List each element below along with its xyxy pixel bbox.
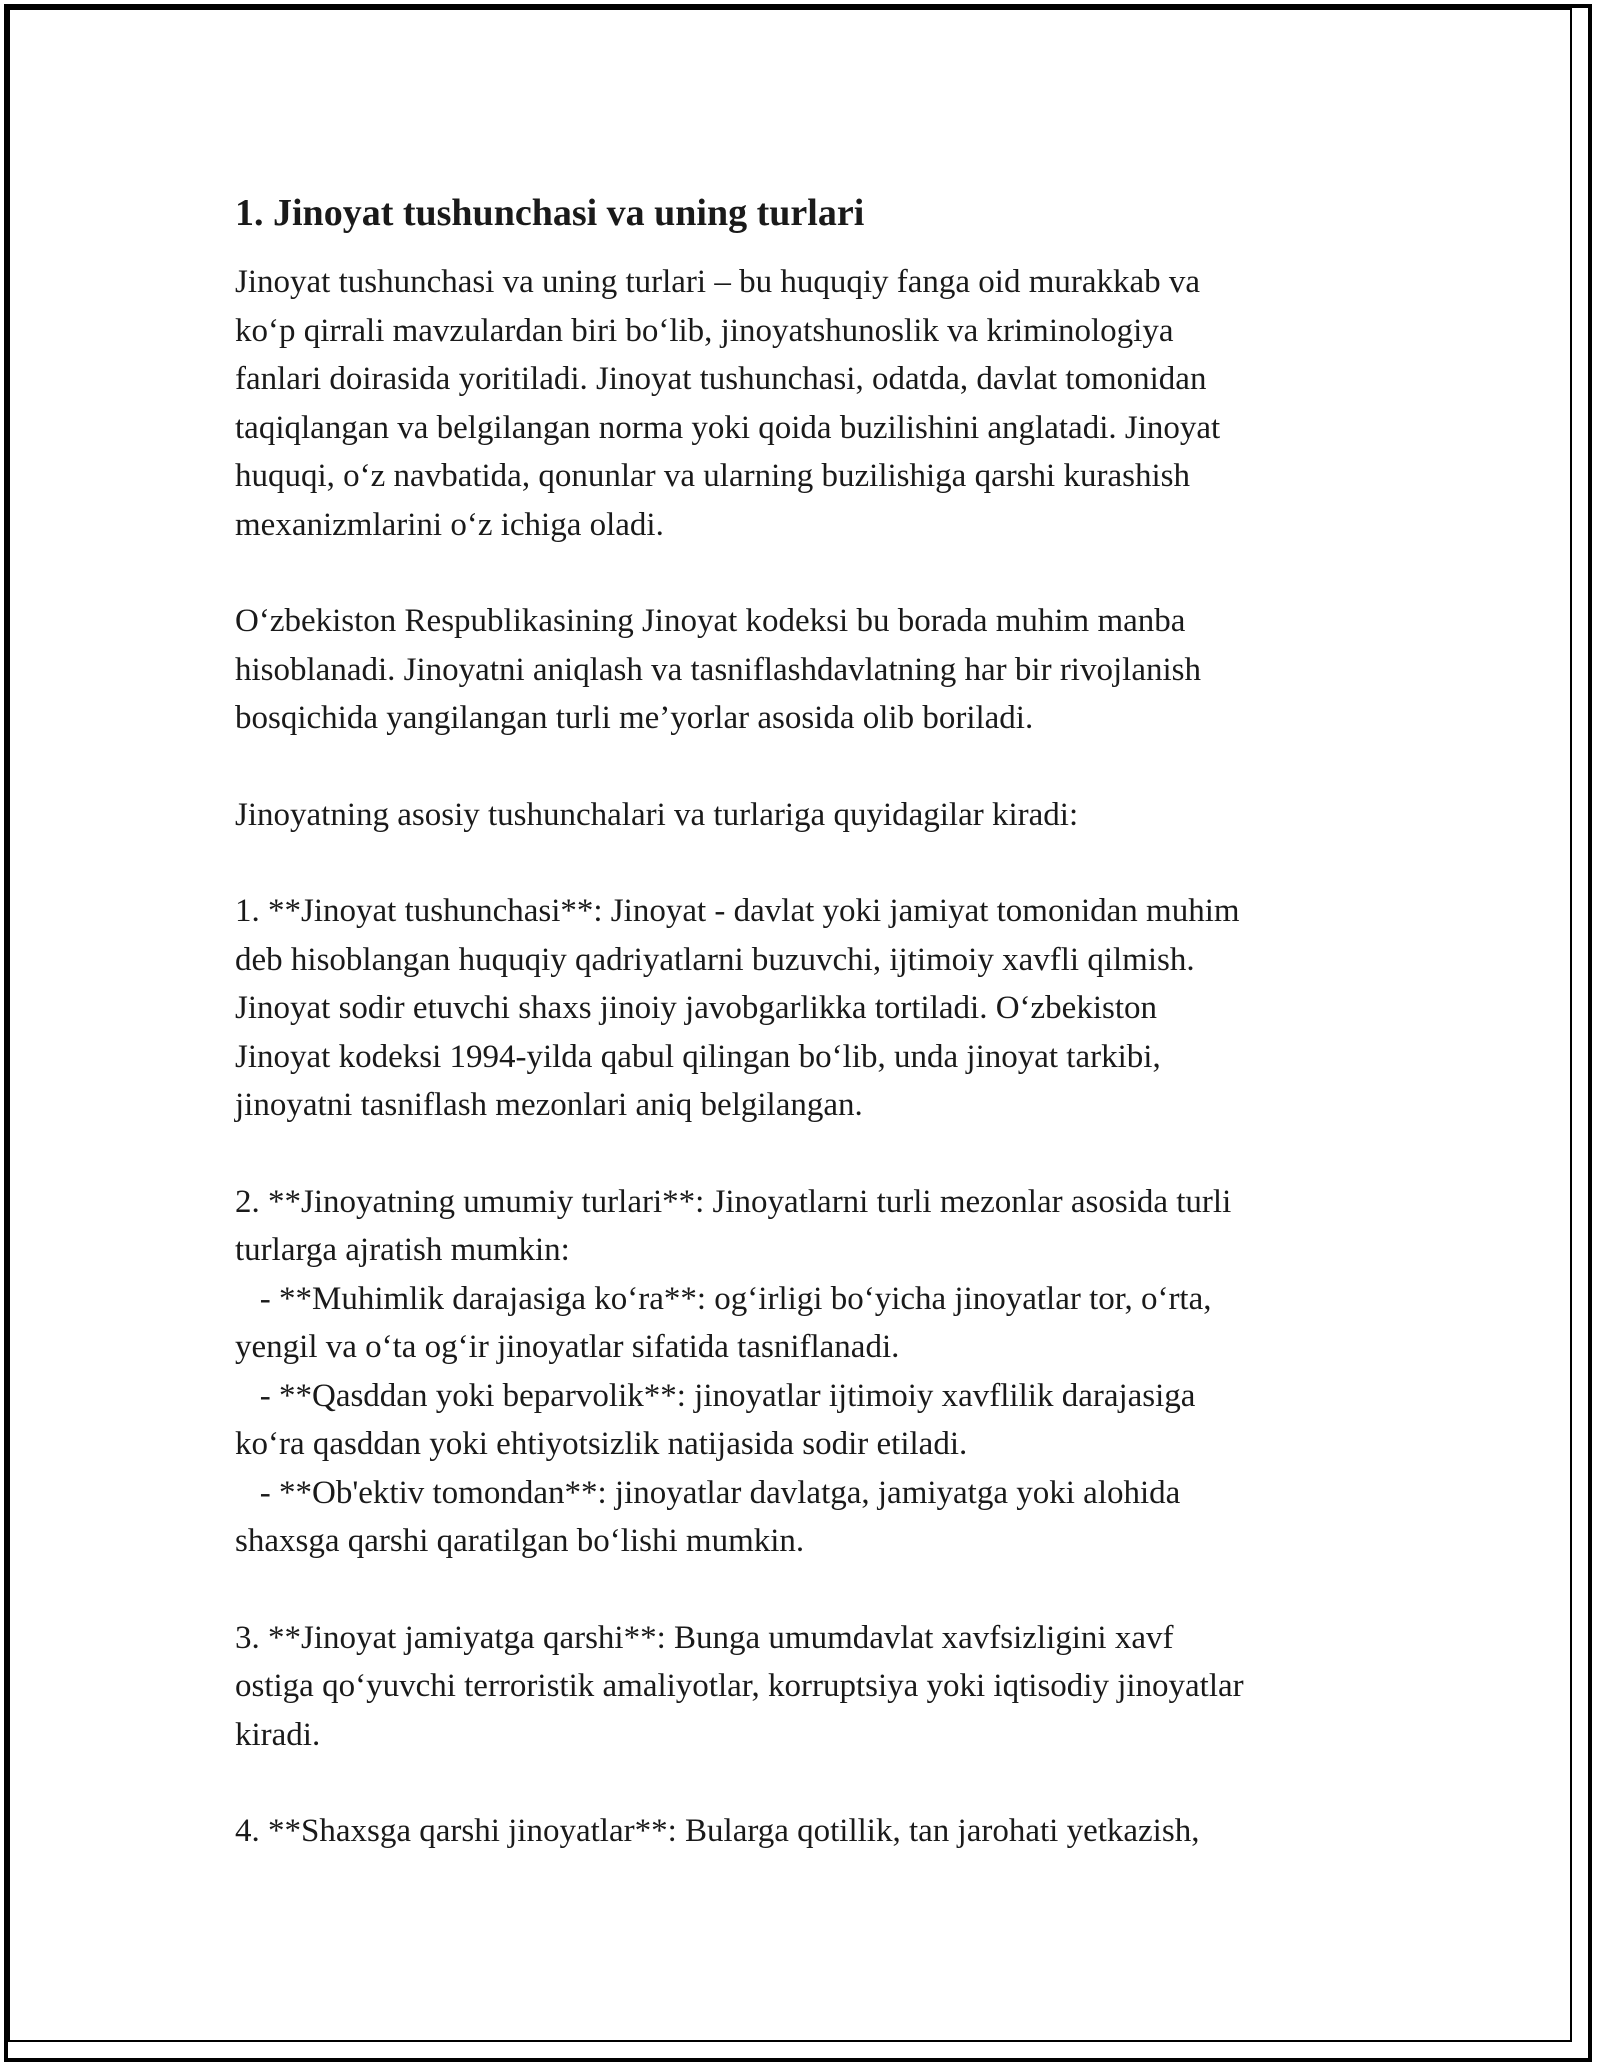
text-line: Oʻzbekiston Respublikasining Jinoyat kodeksi bu borada muhim manba bbox=[235, 603, 1186, 639]
text-line: bosqichida yangilangan turli me’yorlar asosida olib boriladi. bbox=[235, 700, 1034, 736]
document-body bbox=[235, 190, 1385, 1904]
text-line: Jinoyat kodeksi 1994-yilda qabul qilingan boʻlib, unda jinoyat tarkibi, bbox=[235, 1038, 1161, 1075]
paragraph bbox=[235, 887, 1385, 1130]
text-line: hisoblanadi. Jinoyatni aniqlash va tasniflashdavlatning har bir rivojlanish bbox=[235, 651, 1201, 688]
text-line: 1. **Jinoyat tushunchasi**: Jinoyat - davlat yoki jamiyat tomonidan muhim bbox=[235, 893, 1240, 929]
text-line: koʻp qirrali mavzulardan biri boʻlib, jinoyatshunoslik va kriminologiya bbox=[235, 312, 1174, 349]
document-heading: 1. Jinoyat tushunchasi va uning turlari bbox=[235, 192, 865, 234]
paragraph bbox=[235, 1614, 1385, 1760]
text-line: Jinoyatning asosiy tushunchalari va turlariga quyidagilar kiradi: bbox=[235, 796, 1079, 833]
text-line: 3. **Jinoyat jamiyatga qarshi**: Bunga umumdavlat xavfsizligini xavf bbox=[235, 1619, 1174, 1656]
text-line: Jinoyat tushunchasi va uning turlari – bu huquqiy fanga oid murakkab va bbox=[235, 264, 1201, 300]
text-line: - **Qasddan yoki beparvolik**: jinoyatlar ijtimoiy xavflilik darajasiga bbox=[235, 1377, 1196, 1414]
text-line: 4. **Shaxsga qarshi jinoyatlar**: Bularga qotillik, tan jarohati yetkazish, bbox=[235, 1813, 1200, 1849]
text-line: shaxsga qarshi qaratilgan boʻlishi mumkin. bbox=[235, 1523, 805, 1559]
text-line: - **Muhimlik darajasiga koʻra**: ogʻirligi boʻyicha jinoyatlar tor, oʻrta, bbox=[235, 1280, 1212, 1317]
paragraph-list bbox=[235, 258, 1385, 1856]
text-line: fanlari doirasida yoritiladi. Jinoyat tushunchasi, odatda, davlat tomonidan bbox=[235, 361, 1207, 397]
text-line: deb hisoblangan huquqiy qadriyatlarni buzuvchi, ijtimoiy xavfli qilmish. bbox=[235, 941, 1195, 978]
paragraph bbox=[235, 1178, 1385, 1566]
text-line: mexanizmlarini oʻz ichiga oladi. bbox=[235, 506, 664, 543]
text-line: huquqi, oʻz navbatida, qonunlar va ularning buzilishiga qarshi kurashish bbox=[235, 458, 1190, 494]
text-line: Jinoyat sodir etuvchi shaxs jinoiy javobgarlikka tortiladi. Oʻzbekiston bbox=[235, 990, 1158, 1026]
text-line: yengil va oʻta ogʻir jinoyatlar sifatida tasniflanadi. bbox=[235, 1329, 900, 1365]
text-line: turlarga ajratish mumkin: bbox=[235, 1232, 570, 1268]
text-line: - **Ob'ektiv tomondan**: jinoyatlar davlatga, jamiyatga yoki alohida bbox=[235, 1474, 1181, 1511]
paragraph bbox=[235, 597, 1385, 743]
paragraph bbox=[235, 791, 1385, 840]
text-line: ostiga qoʻyuvchi terroristik amaliyotlar, korruptsiya yoki iqtisodiy jinoyatlar bbox=[235, 1668, 1244, 1704]
paragraph bbox=[235, 1807, 1385, 1856]
paragraph bbox=[235, 258, 1385, 549]
text-line: 2. **Jinoyatning umumiy turlari**: Jinoyatlarni turli mezonlar asosida turli bbox=[235, 1183, 1232, 1220]
text-line: taqiqlangan va belgilangan norma yoki qoida buzilishini anglatadi. Jinoyat bbox=[235, 409, 1221, 446]
text-line: jinoyatni tasniflash mezonlari aniq belgilangan. bbox=[235, 1087, 863, 1123]
text-line: koʻra qasddan yoki ehtiyotsizlik natijasida sodir etiladi. bbox=[235, 1426, 968, 1462]
text-line: kiradi. bbox=[235, 1716, 321, 1753]
